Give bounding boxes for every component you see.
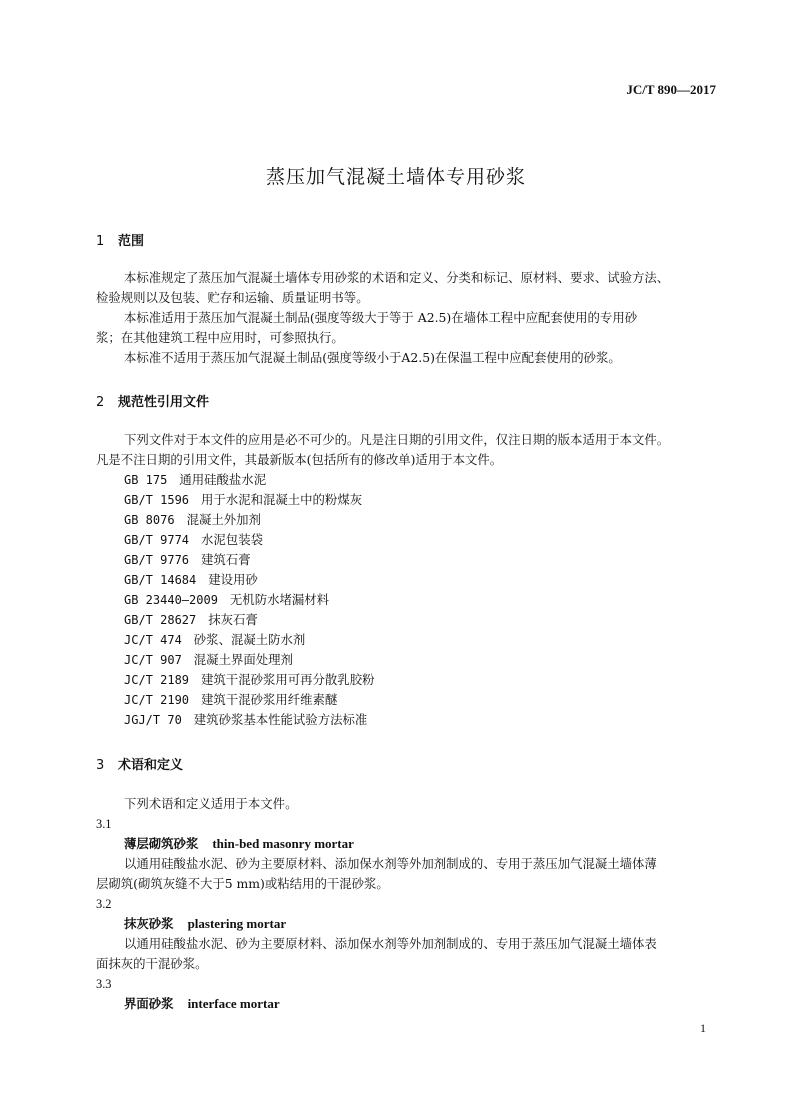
term-heading (124, 914, 286, 934)
term-heading (124, 994, 280, 1014)
term-definition-line-1: 以通用硅酸盐水泥、砂为主要原材料、添加保水剂等外加剂制成的、专用于蒸压加气混凝土墙体表 (124, 936, 657, 951)
reference-title: 混凝土界面处理剂 (193, 652, 293, 667)
section-1-paragraph-2-line-1: 本标准适用于蒸压加气混凝土制品(强度等级大于等于 A2.5)在墙体工程中应配套使用的专用砂 (124, 310, 638, 325)
term-chinese: 薄层砌筑砂浆 (124, 836, 199, 851)
term-definition-line-1: 以通用硅酸盐水泥、砂为主要原材料、添加保水剂等外加剂制成的、专用于蒸压加气混凝土墙体薄 (124, 856, 657, 871)
term-definition-line-2: 层砌筑(砌筑灰缝不大于5 mm)或粘结用的干混砂浆。 (96, 876, 389, 891)
reference-title: 砂浆、混凝土防水剂 (193, 632, 306, 647)
reference-item (124, 610, 258, 630)
reference-title: 水泥包装袋 (201, 532, 263, 547)
term-chinese: 抹灰砂浆 (124, 916, 174, 931)
reference-code: JC/T 2189 (124, 673, 190, 687)
section-2-intro-line-2: 凡是不注日期的引用文件，其最新版本(包括所有的修改单)适用于本文件。 (96, 452, 503, 467)
reference-item (124, 530, 263, 550)
reference-item (124, 510, 261, 530)
section-1-heading (96, 230, 144, 249)
reference-code: GB/T 9776 (124, 553, 190, 567)
section-1-paragraph-2-line-2: 浆；在其他建筑工程中应用时，可参照执行。 (96, 330, 344, 345)
reference-title: 混凝土外加剂 (186, 512, 261, 527)
section-1-paragraph-3: 本标准不适用于蒸压加气混凝土制品(强度等级小于A2.5)在保温工程中应配套使用的砂浆。 (124, 350, 621, 365)
reference-item (124, 630, 305, 650)
section-2-heading (96, 391, 209, 410)
reference-item (124, 570, 258, 590)
reference-code: GB/T 9774 (124, 533, 190, 547)
section-3-heading (96, 754, 183, 773)
section-number: 3 (96, 758, 105, 773)
term-english: thin-bed masonry mortar (212, 836, 354, 851)
reference-item (124, 670, 375, 690)
section-1-paragraph-1-line-1: 本标准规定了蒸压加气混凝土墙体专用砂浆的术语和定义、分类和标记、原材料、要求、试验方法、 (124, 270, 670, 285)
reference-item (124, 590, 329, 610)
section-2-intro-line-1: 下列文件对于本文件的应用是必不可少的。凡是注日期的引用文件，仅注日期的版本适用于本文件。 (124, 432, 670, 447)
reference-title: 建筑干混砂浆用纤维素醚 (201, 692, 338, 707)
section-number: 1 (96, 234, 105, 249)
reference-item (124, 470, 266, 490)
reference-code: GB/T 1596 (124, 493, 190, 507)
reference-title: 通用硅酸盐水泥 (179, 472, 267, 487)
reference-code: GB 23440—2009 (124, 593, 218, 607)
reference-item (124, 710, 367, 730)
reference-code: JC/T 2190 (124, 693, 190, 707)
section-1-paragraph-1-line-2: 检验规则以及包装、贮存和运输、质量证明书等。 (96, 290, 369, 305)
term-english: interface mortar (187, 996, 280, 1011)
reference-code: JC/T 474 (124, 633, 182, 647)
reference-title: 建筑砂浆基本性能试验方法标准 (193, 712, 368, 727)
reference-title: 抹灰石膏 (208, 612, 258, 627)
standard-code: JC/T 890—2017 (626, 82, 716, 97)
reference-code: GB/T 14684 (124, 573, 197, 587)
term-english: plastering mortar (187, 916, 287, 931)
term-chinese: 界面砂浆 (124, 996, 174, 1011)
reference-code: GB 8076 (124, 513, 175, 527)
reference-title: 建筑干混砂浆用可再分散乳胶粉 (201, 672, 375, 687)
reference-item (124, 490, 362, 510)
section-number: 2 (96, 395, 105, 410)
reference-code: JGJ/T 70 (124, 713, 182, 727)
reference-code: GB 175 (124, 473, 168, 487)
document-title: 蒸压加气混凝土墙体专用砂浆 (265, 166, 526, 188)
reference-title: 建设用砂 (208, 572, 258, 587)
reference-item (124, 690, 337, 710)
term-number: 3.1 (96, 817, 112, 831)
term-number: 3.3 (96, 977, 112, 991)
reference-code: JC/T 907 (124, 653, 182, 667)
term-definition-line-2: 面抹灰的干混砂浆。 (96, 956, 208, 971)
section-title: 规范性引用文件 (118, 395, 210, 410)
section-3-intro: 下列术语和定义适用于本文件。 (124, 796, 298, 811)
reference-title: 用于水泥和混凝土中的粉煤灰 (201, 492, 363, 507)
section-title: 范围 (118, 234, 145, 249)
reference-item (124, 650, 293, 670)
term-number: 3.2 (96, 897, 112, 911)
page-number: 1 (700, 1021, 706, 1035)
reference-title: 无机防水堵漏材料 (229, 592, 330, 607)
reference-item (124, 550, 251, 570)
reference-code: GB/T 28627 (124, 613, 197, 627)
term-heading (124, 834, 354, 854)
section-title: 术语和定义 (118, 758, 184, 773)
reference-title: 建筑石膏 (201, 552, 251, 567)
